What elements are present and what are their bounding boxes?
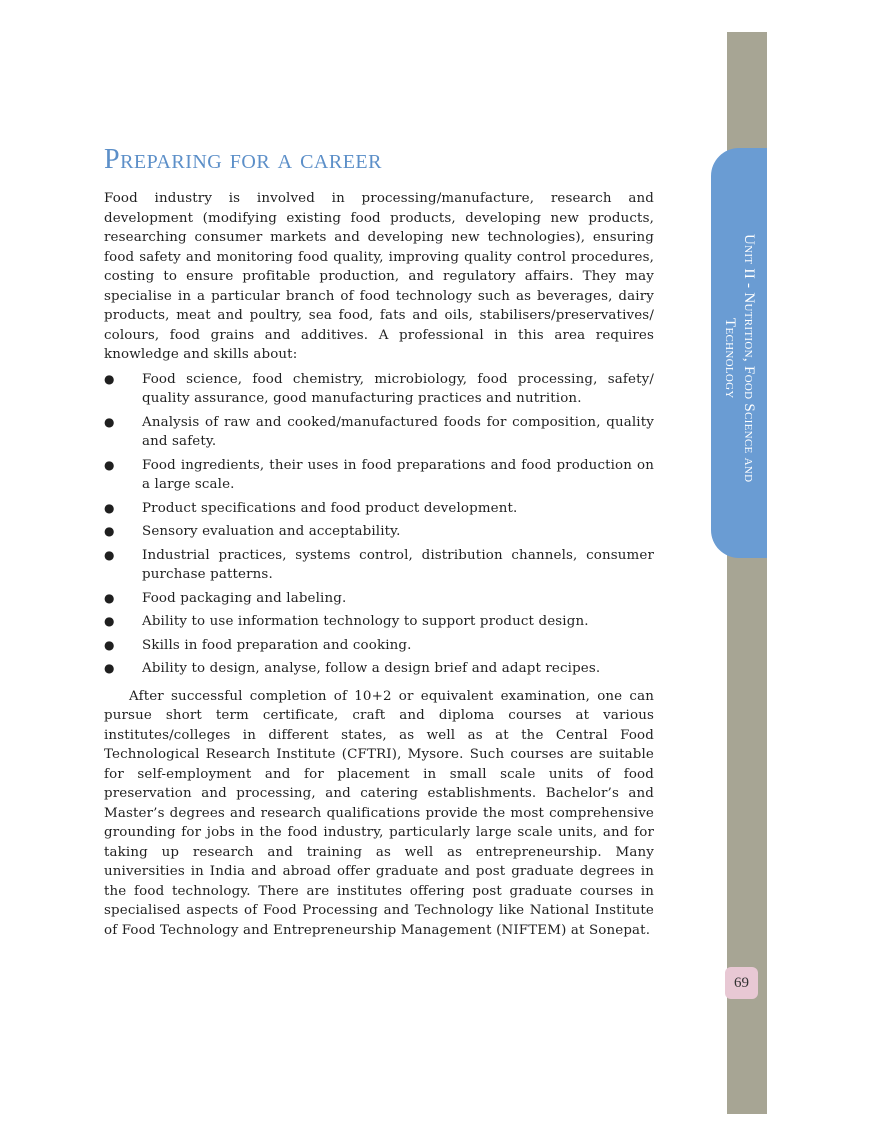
bullet-icon: ● [104, 500, 115, 515]
closing-paragraph: After successful completion of 10+2 or equivalent examination, one can pursue short term certificate, craft and diploma courses at various institutes/colleges in different states, as well as at the Central Food Technological Research Institute (CFTRI), Mysore. Such courses are suitable for self-employment and for placement in small scale units of food preservation and processing, and catering establishments. Bachelor’s and Master’s degrees and research qualifications provide the most comprehensive grounding for jobs in the food industry, particularly large scale units, and for taking up research and training as well as entrepreneurship. Many universities in India and abroad offer graduate and post graduate degrees in the food technology. There are institutes offering post graduate courses in specialised aspects of Food Processing and Technology like National Institute of Food Technology and Entrepreneurship Management (NIFTEM) at Sonepat. [104, 688, 654, 938]
list-item: ● Product specifications and food product development. [104, 499, 654, 519]
page-number: 69 [725, 967, 758, 999]
bullet-icon: ● [104, 414, 115, 429]
unit-tab-label-wrap [711, 148, 767, 558]
list-item: ● Analysis of raw and cooked/manufactured foods for composition, quality and safety. [104, 414, 654, 449]
list-item: ● Ability to design, analyse, follow a design brief and adapt recipes. [104, 659, 654, 679]
list-item: ● Food ingredients, their uses in food preparations and food production on a large scale. [104, 457, 654, 492]
page-content [104, 143, 654, 940]
bullet-icon: ● [104, 661, 115, 675]
bullet-icon: ● [104, 371, 115, 386]
bullet-icon: ● [104, 637, 115, 652]
skills-list [104, 370, 654, 679]
bullet-icon: ● [104, 590, 115, 605]
bullet-icon: ● [104, 547, 115, 562]
bullet-icon: ● [104, 614, 115, 628]
unit-tab-label: Unit II - Nutrition, Food Science and Technology [722, 233, 757, 483]
list-item: ● Food packaging and labeling. [104, 589, 654, 609]
list-item: ● Skills in food preparation and cooking. [104, 636, 654, 656]
list-item: ● Ability to use information technology to support product design. [104, 612, 654, 632]
list-item: ● Food science, food chemistry, microbiology, food processing, safety/ quality assurance, good manufacturing practices and nutrition. [104, 371, 654, 406]
list-item: ● Sensory evaluation and acceptability. [104, 522, 654, 542]
section-title: Preparing for a career [104, 144, 382, 175]
list-item: ● Industrial practices, systems control, distribution channels, consumer purchase patterns. [104, 547, 654, 582]
bullet-icon: ● [104, 457, 115, 472]
intro-paragraph: Food industry is involved in processing/manufacture, research and development (modifying existing food products, developing new products, researching consumer markets and developing new technologies), ensuring food safety and monitoring food quality, improving quality control procedures, costing to ensure profitable production, and regulatory affairs. They may specialise in a particular branch of food technology such as beverages, dairy products, meat and poultry, sea food, fats and oils, stabilisers/preservatives/ colours, food grains and additives. A professional in this area requires knowledge and skills about: [104, 191, 654, 362]
bullet-icon: ● [104, 524, 115, 538]
